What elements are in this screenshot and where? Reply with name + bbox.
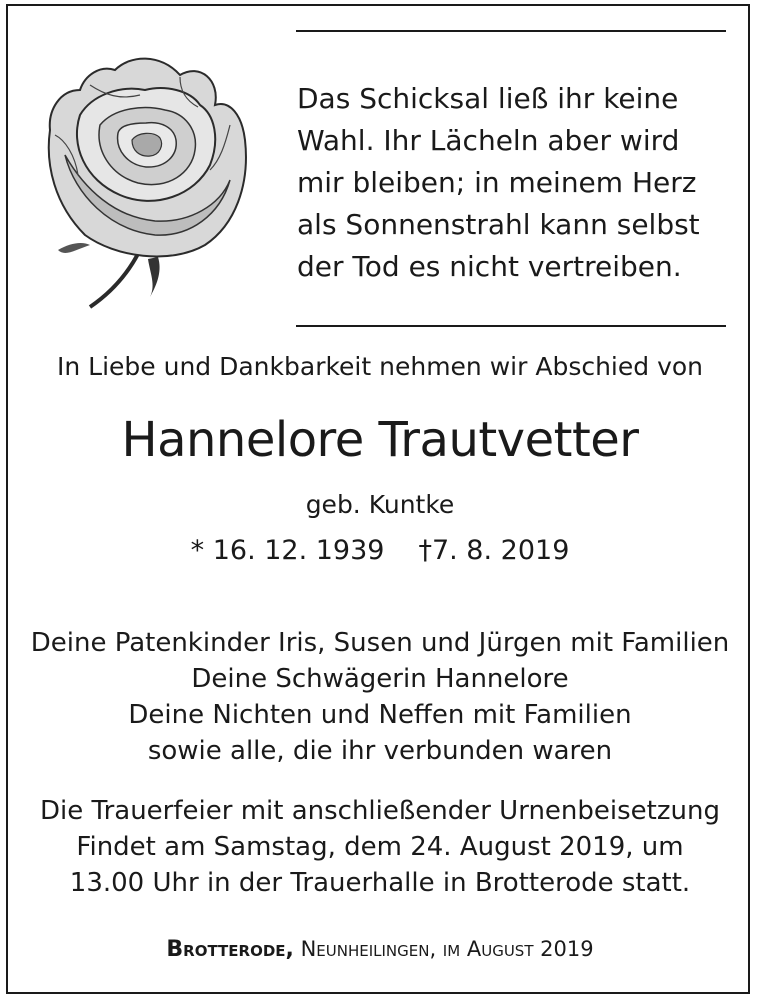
mourner-line: Deine Schwägerin Hannelore	[191, 664, 569, 694]
footer-place: Brotterode,	[166, 937, 294, 962]
footer-place-date	[0, 937, 760, 962]
mourner-line: Deine Patenkinder Iris, Susen und Jürgen mit Familien	[30, 628, 730, 658]
poem-line: der Tod es nicht vertreiben.	[297, 250, 682, 283]
intro-text: In Liebe und Dankbarkeit nehmen wir Abschied von	[56, 352, 704, 381]
life-dates	[0, 535, 760, 566]
mourner-line: Deine Nichten und Neffen mit Familien	[128, 700, 632, 730]
maiden-name: geb. Kuntke	[305, 490, 455, 519]
poem-line: mir bleiben; in meinem Herz	[297, 166, 697, 199]
poem-line: Wahl. Ihr Lächeln aber wird	[297, 124, 680, 157]
poem	[297, 78, 737, 288]
deceased-name: Hannelore Trautvetter	[121, 412, 639, 468]
mourners-list	[0, 625, 760, 769]
ceremony-line: 13.00 Uhr in der Trauerhalle in Brotterode statt.	[69, 868, 691, 898]
poem-line: Das Schicksal ließ ihr keine	[297, 82, 679, 115]
death-date: †7. 8. 2019	[418, 535, 570, 566]
mourner-line: sowie alle, die ihr verbunden waren	[147, 736, 613, 766]
ceremony-notice	[0, 793, 760, 901]
footer-rest: Neunheilingen, im August 2019	[300, 937, 594, 961]
poem-line: als Sonnenstrahl kann selbst	[297, 208, 700, 241]
ceremony-line: Die Trauerfeier mit anschließender Urnenbeisetzung	[40, 796, 720, 826]
ceremony-line: Findet am Samstag, dem 24. August 2019, um	[76, 832, 684, 862]
top-rule	[296, 30, 726, 32]
bottom-rule	[296, 325, 726, 327]
birth-date: * 16. 12. 1939	[190, 535, 385, 566]
rose-icon	[30, 45, 260, 310]
